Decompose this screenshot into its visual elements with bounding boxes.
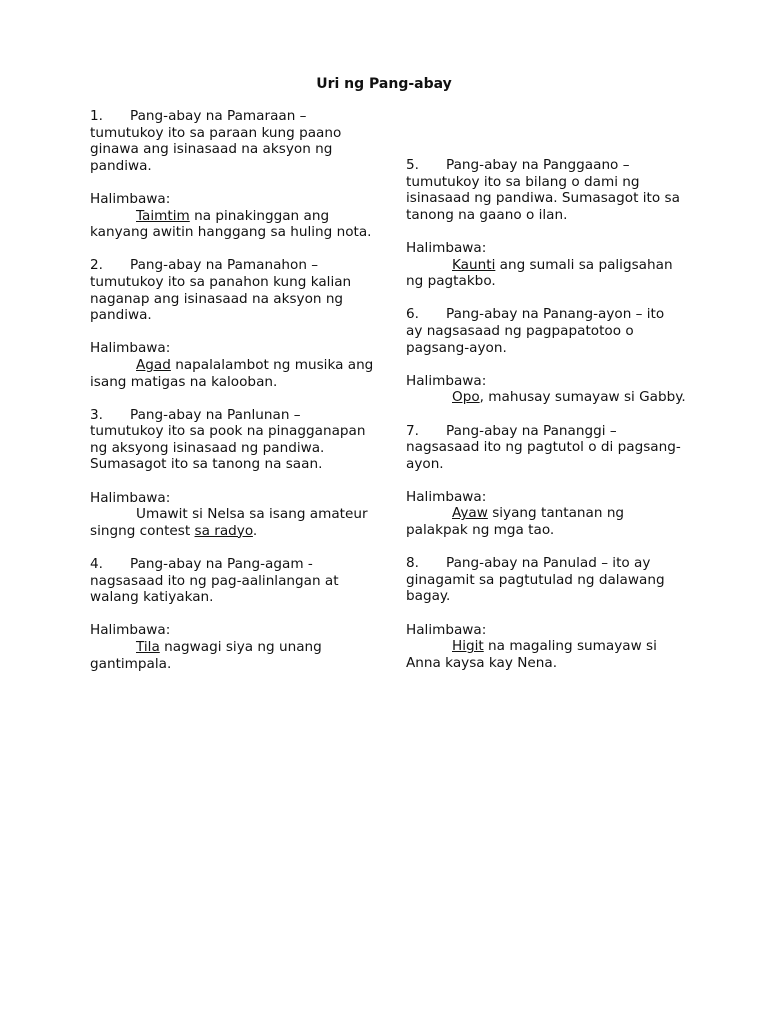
item-2 bbox=[90, 257, 380, 323]
example-sentence: Ayaw siyang tantanan ng palakpak ng mga tao. bbox=[406, 505, 625, 539]
item-description: ginagamit sa pagtutulad ng dalawang bagay. bbox=[406, 571, 665, 605]
underlined-adverb: sa radyo bbox=[194, 522, 253, 539]
item-head: Pang-abay na Pang-agam - bbox=[130, 556, 313, 573]
item-number: 3. bbox=[90, 406, 103, 423]
item-8 bbox=[406, 555, 686, 605]
example-sentence: Umawit si Nelsa sa isang amateur singng contest sa radyo. bbox=[90, 506, 368, 539]
item-4 bbox=[90, 556, 380, 606]
item-description: nagsasaad ito ng pag-aalinlangan at walang katiyakan. bbox=[90, 572, 339, 606]
item-3 bbox=[90, 407, 380, 473]
example-sentence: Higit na magaling sumayaw si Anna kaysa kay Nena. bbox=[406, 638, 657, 671]
underlined-adverb: Opo bbox=[452, 389, 480, 406]
item-heading bbox=[90, 556, 380, 573]
item-description: tumutukoy ito sa paraan kung paano ginawa ang isinasaad na aksyon ng pandiwa. bbox=[90, 124, 342, 174]
item-heading bbox=[406, 306, 686, 323]
underlined-adverb: Agad bbox=[136, 356, 171, 373]
right-column bbox=[406, 157, 686, 688]
example-sentence: Tila nagwagi siya ng unang gantimpala. bbox=[90, 639, 322, 672]
underlined-adverb: Kaunti bbox=[452, 256, 496, 273]
item-head: Pang-abay na Panlunan – bbox=[130, 406, 301, 423]
item-heading bbox=[90, 108, 380, 125]
underlined-adverb: Taimtim bbox=[136, 207, 190, 224]
example-sentence: Taimtim na pinakinggan ang kanyang awitin hanggang sa huling nota. bbox=[90, 207, 372, 241]
example-label: Halimbawa: bbox=[90, 622, 171, 639]
item-description: ay nagsasaad ng pagpapatotoo o pagsang-ayon. bbox=[406, 322, 634, 356]
example-label: Halimbawa: bbox=[90, 190, 171, 207]
item-heading bbox=[90, 407, 380, 424]
item-7 bbox=[406, 423, 686, 473]
item-head: Pang-abay na Pamanahon – bbox=[130, 257, 319, 274]
example-label: Halimbawa: bbox=[406, 239, 487, 256]
item-6 bbox=[406, 306, 686, 356]
example-label: Halimbawa: bbox=[406, 621, 487, 638]
example-label: Halimbawa: bbox=[406, 372, 487, 389]
example-label: Halimbawa: bbox=[90, 489, 171, 506]
example-sentence: Opo, mahusay sumayaw si Gabby. bbox=[452, 389, 686, 406]
item-5 bbox=[406, 157, 686, 223]
underlined-adverb: Tila bbox=[136, 639, 160, 655]
item-description: nagsasaad ito ng pagtutol o di pagsang-ayon. bbox=[406, 439, 681, 472]
left-column bbox=[90, 108, 380, 689]
item-head: Pang-abay na Panulad – ito ay bbox=[446, 555, 651, 572]
item-number: 7. bbox=[406, 422, 419, 439]
example-label: Halimbawa: bbox=[90, 340, 171, 357]
item-number: 1. bbox=[90, 108, 103, 124]
item-1 bbox=[90, 108, 380, 174]
item-description: tumutukoy ito sa bilang o dami ng isinasaad ng pandiwa. Sumasagot ito sa tanong na gaano o ilan. bbox=[406, 173, 680, 223]
item-heading bbox=[90, 257, 380, 274]
example-label: Halimbawa: bbox=[406, 488, 487, 505]
example-sentence: Agad napalalambot ng musika ang isang matigas na kalooban. bbox=[90, 356, 374, 390]
item-heading bbox=[406, 555, 686, 572]
item-number: 4. bbox=[90, 556, 103, 573]
underlined-adverb: Ayaw bbox=[452, 505, 488, 522]
item-heading bbox=[406, 157, 686, 174]
document-title: Uri ng Pang-abay bbox=[316, 76, 452, 92]
item-number: 6. bbox=[406, 306, 419, 323]
item-head: Pang-abay na Pamaraan – bbox=[130, 108, 307, 124]
item-head: Pang-abay na Panggaano – bbox=[446, 157, 630, 173]
item-heading bbox=[406, 423, 686, 440]
example-sentence: Kaunti ang sumali sa paligsahan ng pagtakbo. bbox=[406, 256, 673, 290]
item-number: 8. bbox=[406, 555, 419, 572]
underlined-adverb: Higit bbox=[452, 638, 484, 655]
item-number: 2. bbox=[90, 257, 103, 274]
item-head: Pang-abay na Panang-ayon – ito bbox=[446, 306, 665, 323]
item-description: tumutukoy ito sa pook na pinagganapan ng aksyong isinasaad ng pandiwa. Sumasagot ito sa tanong na saan. bbox=[90, 423, 366, 473]
item-description: tumutukoy ito sa panahon kung kalian naganap ang isinasaad na aksyon ng pandiwa. bbox=[90, 273, 352, 324]
item-head: Pang-abay na Pananggi – bbox=[446, 422, 617, 439]
item-number: 5. bbox=[406, 157, 419, 173]
